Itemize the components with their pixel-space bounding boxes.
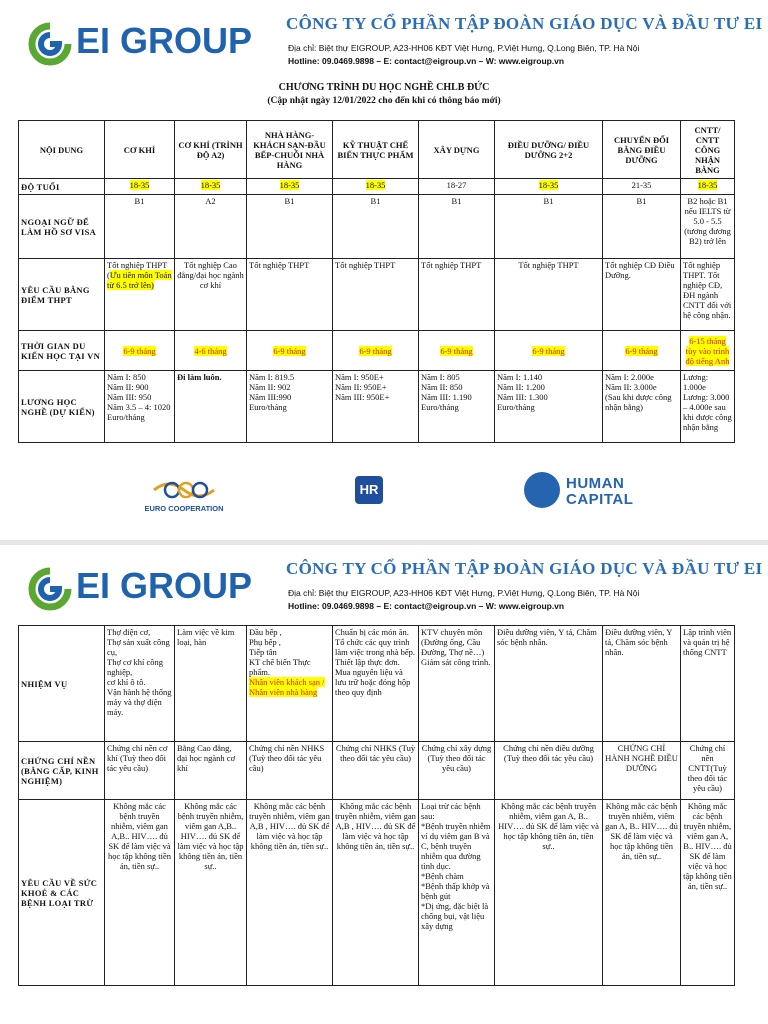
- table-cell: Tốt nghiệp THPT: [247, 259, 333, 331]
- table-cell: 18-35: [129, 180, 150, 190]
- column-header: CƠ KHÍ (TRÌNH ĐỘ A2): [175, 121, 247, 179]
- table-cell: Không mắc các bệnh truyền nhiễm, viêm gan A,B , HIV…. đủ SK để làm việc và học tập không tiền án, tiền sự..: [333, 800, 419, 986]
- table-cell: 18-35: [200, 180, 221, 190]
- hr-logo: [355, 476, 383, 504]
- table-row-age: [19, 179, 735, 195]
- company-hotline: Hotline: 09.0469.9898 – E: contact@eigroup.vn – W: www.eigroup.vn: [288, 601, 565, 611]
- table-cell: Năm I: 850 Năm II: 900 Năm III: 950 Năm 3.5 – 4: 1020 Euro/tháng: [105, 371, 175, 443]
- table-cell: Tốt nghiệp THPT: [333, 259, 419, 331]
- table-cell: Tốt nghiệp THPT: [495, 259, 603, 331]
- row-label: ĐỘ TUỔI: [19, 179, 105, 195]
- table-row-study-time: [19, 331, 735, 371]
- column-header: CƠ KHÍ: [105, 121, 175, 179]
- table-cell: 4-6 tháng: [194, 345, 227, 356]
- logo-text: EI GROUP: [76, 20, 253, 61]
- table-cell: Năm I: 2.000e Năm II: 3.000e (Sau khi được công nhận bằng): [603, 371, 681, 443]
- ei-logo-icon: [28, 567, 72, 611]
- row-label: NHIỆM VỤ: [19, 626, 105, 742]
- table-cell: Làm việc về kim loại, hàn: [175, 626, 247, 742]
- table-cell: Tốt nghiệp THPT: [419, 259, 495, 331]
- row-label: THỜI GIAN DU KIẾN HỌC TẠI VN: [19, 331, 105, 371]
- row-label: NGOẠI NGỮ ĐỂ LÀM HỒ SƠ VISA: [19, 195, 105, 259]
- column-header: CNTT/ CNTT CÔNG NHẬN BẰNG: [681, 121, 735, 179]
- table-cell: Không mắc các bệnh truyền nhiễm, viêm gan A, B.. HIV…. đủ SK để làm việc và học tập không tiền án, tiền sự..: [603, 800, 681, 986]
- table-cell: B1: [419, 195, 495, 259]
- table-cell: Không mắc các bệnh truyền nhiễm, viêm gan A,B , HIV…. đủ SK để làm việc và học tập không tiền án, tiền sự..: [247, 800, 333, 986]
- table-cell: Năm I: 819.5 Năm II: 902 Năm III:990 Euro/tháng: [247, 371, 333, 443]
- company-hotline: Hotline: 09.0469.9898 – E: contact@eigroup.vn – W: www.eigroup.vn: [288, 56, 565, 66]
- table-cell: Điều dưỡng viên, Y tá, Chăm sóc bệnh nhân.: [495, 626, 603, 742]
- table-cell: Năm I: 805 Năm II: 850 Năm III: 1.190 Euro/tháng: [419, 371, 495, 443]
- table-cell: Chứng chỉ nền NHKS (Tuỳ theo đối tác yêu cầu): [247, 742, 333, 800]
- table-cell: Chứng chỉ NHKS (Tuỳ theo đối tác yêu cầu): [333, 742, 419, 800]
- program-subtitle: (Cập nhật ngày 12/01/2022 cho đến khi có thông báo mới): [267, 96, 501, 106]
- table-cell: B1: [495, 195, 603, 259]
- table-cell: [105, 259, 175, 331]
- table-cell: [247, 626, 333, 742]
- program-title: CHƯƠNG TRÌNH DU HỌC NGHỀ CHLB ĐỨC: [278, 82, 490, 93]
- column-header: KỸ THUẬT CHẾ BIẾN THỰC PHẨM: [333, 121, 419, 179]
- euro-cooperation-text: EURO COOPERATION: [144, 504, 224, 513]
- row-label: YÊU CẦU VỀ SỨC KHOẺ & CÁC BỆNH LOẠI TRỪ: [19, 800, 105, 986]
- table-cell: 18-35: [538, 180, 559, 190]
- table-cell: 6-9 tháng: [625, 345, 658, 356]
- table-cell: Thợ điện cơ, Thợ sản xuất công cụ, Thợ cơ khí công nghiệp, cơ khí ô tô. Vận hành hệ thống máy và thợ điện máy.: [105, 626, 175, 742]
- program-table-2: [18, 625, 735, 986]
- column-header: CHUYỂN ĐỔI BẰNG ĐIỀU DƯỠNG: [603, 121, 681, 179]
- letterhead: [0, 0, 768, 80]
- table-cell: 6-9 tháng: [359, 345, 392, 356]
- table-cell: B1: [603, 195, 681, 259]
- table-cell: Chuẩn bị các món ăn. Tổ chức các quy trình làm việc trong nhà bếp. Thiết lập thực đơn. Mua nguyên liệu và lưu trữ hoặc đóng hộp theo quy định: [333, 626, 419, 742]
- company-name: CÔNG TY CỔ PHẦN TẬP ĐOÀN GIÁO DỤC VÀ ĐẦU TƯ EI: [286, 559, 763, 578]
- table-cell: 6-9 tháng: [440, 345, 473, 356]
- table-cell: Năm I: 950E+ Năm II: 950E+ Năm III: 950E+: [333, 371, 419, 443]
- table-cell: B1: [105, 195, 175, 259]
- table-cell: Loại trừ các bệnh sau: *Bệnh truyền nhiễm ví dụ viêm gan B và C, bệnh truyền nhiễm qua đường tình dục. *Bệnh chàm *Bệnh thấp khớp và bệnh gút *Dị ứng, đặc biệt là chống bụi, vật liệu xây dựng: [419, 800, 495, 986]
- human-capital-text: [566, 476, 633, 508]
- table-cell: 6-9 tháng: [123, 345, 156, 356]
- highlight-text: Ưu tiên môn Toán từ 6.5 trở lên): [107, 270, 172, 290]
- table-cell: Tốt nghiệp THPT. Tốt nghiệp CĐ, ĐH ngành CNTT đối với hệ công nhận.: [681, 259, 735, 331]
- column-header: NỘI DUNG: [19, 121, 105, 179]
- table-cell: Chứng chỉ nền cơ khí (Tuỳ theo đối tác yêu cầu): [105, 742, 175, 800]
- human-capital-icon: [524, 472, 560, 508]
- letterhead: [0, 545, 768, 625]
- table-row-duties: [19, 626, 735, 742]
- company-address: Địa chỉ: Biệt thự EIGROUP, A23-HH06 KĐT Việt Hưng, P.Việt Hưng, Q.Long Biên, TP. Hà Nội: [288, 588, 640, 598]
- highlight-text: Nhân viên khách sạn / Nhân viên nhà hàng: [249, 677, 325, 697]
- table-cell: Tốt nghiệp CĐ Điều Dưỡng.: [603, 259, 681, 331]
- cell-text: Đầu bếp , Phụ bếp , Tiếp tân KT chế biến Thực phẩm.: [249, 627, 311, 677]
- table-cell: 6-9 tháng: [273, 345, 306, 356]
- company-name: CÔNG TY CỔ PHẦN TẬP ĐOÀN GIÁO DỤC VÀ ĐẦU TƯ EI: [286, 14, 763, 33]
- column-header: NHÀ HÀNG-KHÁCH SẠN-ĐẦU BẾP-CHUỖI NHÀ HÀNG: [247, 121, 333, 179]
- table-cell: 18-35: [697, 180, 718, 190]
- table-header-row: [19, 121, 735, 179]
- ei-logo-icon: [28, 22, 72, 66]
- table-cell: B1: [247, 195, 333, 259]
- table-row-health: [19, 800, 735, 986]
- row-label: YÊU CẦU BẰNG ĐIỂM THPT: [19, 259, 105, 331]
- table-cell: Lương: 1.000e Lương: 3.000 – 4.000e sau khi được công nhận bằng: [681, 371, 735, 443]
- row-label: LƯƠNG HỌC NGHỀ (DỰ KIẾN): [19, 371, 105, 443]
- company-address: Địa chỉ: Biệt thự EIGROUP, A23-HH06 KĐT Việt Hưng, P.Việt Hưng, Q.Long Biên, TP. Hà Nội: [288, 43, 640, 53]
- human-capital-logo: [524, 472, 654, 516]
- partner-logos: [0, 470, 768, 520]
- human-word: HUMAN: [566, 475, 625, 492]
- ei-group-logo: [28, 22, 268, 66]
- table-cell: Năm I: 1.140 Năm II: 1.200 Năm III: 1.300 Euro/tháng: [495, 371, 603, 443]
- euro-cooperation-logo: [134, 476, 234, 518]
- table-cell: B1: [333, 195, 419, 259]
- logo-text: EI GROUP: [76, 565, 253, 606]
- table-cell: Điều dưỡng viên, Y tá, Chăm sóc bệnh nhân.: [603, 626, 681, 742]
- table-row-graduation: [19, 259, 735, 331]
- table-cell: Chứng chỉ nền CNTT(Tuỳ theo đối tác yêu cầu): [681, 742, 735, 800]
- capital-word: CAPITAL: [566, 491, 634, 508]
- table-cell: B2 hoặc B1 nếu IELTS từ 5.0 - 5.5 (tương đương B2) trở lên: [681, 195, 735, 259]
- table-cell: Không mắc các bệnh truyền nhiễm, viêm gan A, B.. HIV…. đủ SK để làm việc và học tập không tiền án, tiền sự..: [495, 800, 603, 986]
- table-row-salary: [19, 371, 735, 443]
- euro-cooperation-icon: [134, 476, 234, 504]
- hr-logo-text: HR: [359, 482, 379, 497]
- table-cell: CHỨNG CHỈ HÀNH NGHỀ ĐIỀU DƯỠNG: [603, 742, 681, 800]
- table-cell: 6-9 tháng: [532, 345, 565, 356]
- table-cell: KTV chuyên môn (Đường ống, Cầu Đường, Thợ nề…) Giám sát công trình.: [419, 626, 495, 742]
- row-label: CHỨNG CHỈ NỀN (BẰNG CẤP, KINH NGHIỆM): [19, 742, 105, 800]
- table-cell: Lập trình viên và quản trị hệ thống CNTT: [681, 626, 735, 742]
- cell-text: Tốt nghiệp THPT (: [107, 260, 168, 280]
- table-cell: Chứng chỉ nền điều dưỡng (Tuỳ theo đối tác yêu cầu): [495, 742, 603, 800]
- ei-group-logo: [28, 567, 268, 611]
- table-cell: Không mắc các bệnh truyền nhiễm, viêm gan A,B.. HIV…. đủ SK để làm việc và học tập không tiền án, tiền sự..: [105, 800, 175, 986]
- table-cell: 21-35: [631, 180, 652, 190]
- table-cell: Không mắc các bệnh truyền nhiễm, viêm gan A,B.. HIV…. đủ SK để làm việc và học tập không tiền án, tiền sự..: [175, 800, 247, 986]
- column-header: XÂY DỰNG: [419, 121, 495, 179]
- page-2: [0, 545, 768, 1024]
- table-row-certificate: [19, 742, 735, 800]
- table-cell: 18-35: [365, 180, 386, 190]
- table-cell: Đi làm luôn.: [175, 371, 247, 443]
- table-cell: A2: [175, 195, 247, 259]
- table-cell: Bằng Cao đẳng, đại học ngành cơ khí: [175, 742, 247, 800]
- table-row-language: [19, 195, 735, 259]
- program-table-1: [18, 120, 735, 443]
- table-cell: Không mắc các bệnh truyền nhiễm, viêm gan A, B.. HIV…. đủ SK để làm việc và học tập không tiền án, tiền sự..: [681, 800, 735, 986]
- table-cell: 18-27: [446, 180, 467, 190]
- table-cell: Chứng chỉ xây dựng (Tuỳ theo đối tác yêu cầu): [419, 742, 495, 800]
- column-header: ĐIỀU DƯỠNG/ ĐIỀU DƯỠNG 2+2: [495, 121, 603, 179]
- table-cell: Tốt nghiệp Cao đẳng/đại học ngành cơ khí: [175, 259, 247, 331]
- table-cell: 18-35: [279, 180, 300, 190]
- table-cell: 6-15 tháng tùy vào trình độ tiếng Anh: [685, 335, 730, 366]
